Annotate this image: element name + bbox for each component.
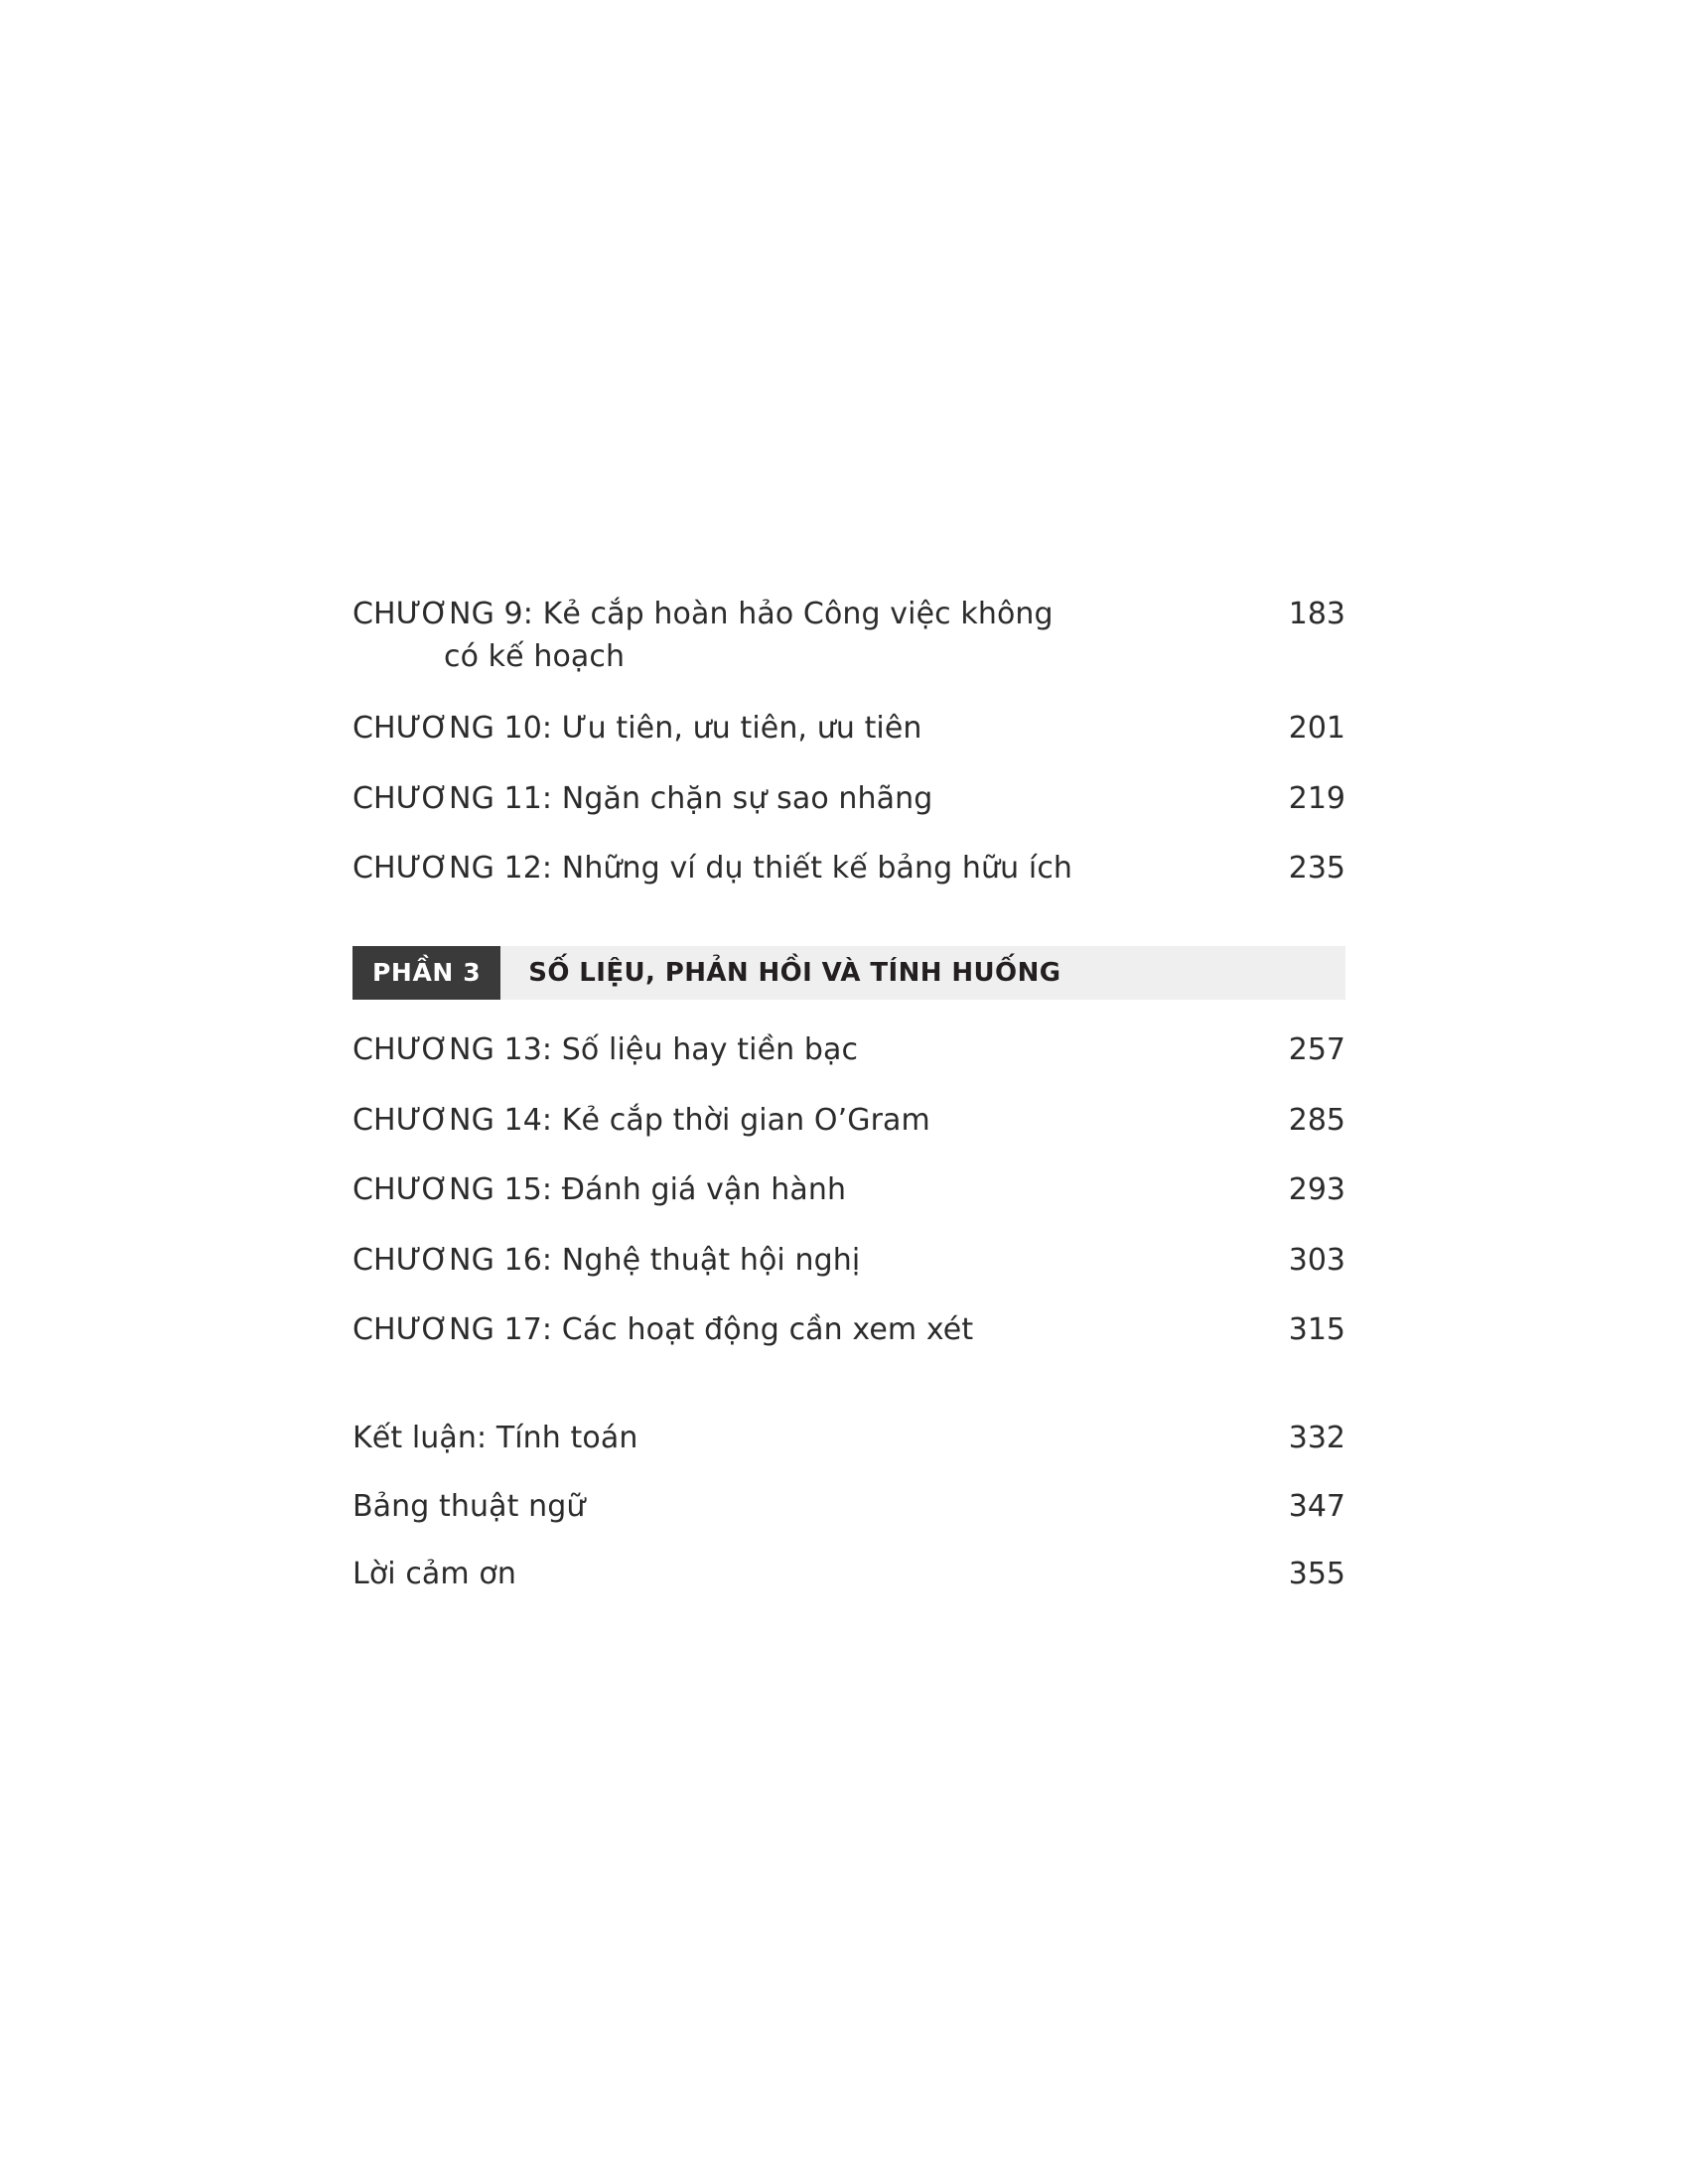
toc-entry-page: 347 bbox=[1288, 1488, 1345, 1524]
toc-entry[interactable] bbox=[352, 1100, 1345, 1143]
toc-group-back-matter bbox=[352, 1418, 1345, 1596]
toc-entry[interactable] bbox=[352, 1169, 1345, 1212]
toc-entry[interactable] bbox=[352, 594, 1345, 678]
toc-group-chapters-13-17 bbox=[352, 1029, 1345, 1352]
toc-entry[interactable] bbox=[352, 1554, 1345, 1596]
toc-entry-label: CHƯƠNG 15: Đánh giá vận hành bbox=[352, 1172, 847, 1208]
toc-entry-label bbox=[352, 594, 1054, 678]
toc-entry[interactable] bbox=[352, 708, 1345, 751]
toc-entry-page: 332 bbox=[1288, 1420, 1345, 1455]
toc-entry[interactable] bbox=[352, 1418, 1345, 1460]
part-number-tag: PHẦN 3 bbox=[352, 946, 500, 1000]
toc-entry-page: 219 bbox=[1288, 780, 1345, 816]
part-header-band bbox=[352, 946, 1345, 1000]
table-of-contents bbox=[352, 594, 1345, 1622]
toc-entry-label: CHƯƠNG 17: Các hoạt động cần xem xét bbox=[352, 1312, 974, 1348]
toc-entry[interactable] bbox=[352, 848, 1345, 890]
part-title: SỐ LIỆU, PHẢN HỒI VÀ TÍNH HUỐNG bbox=[528, 957, 1061, 988]
toc-entry-label-text: CHƯƠNG 9: Kẻ cắp hoàn hảo Công việc không bbox=[352, 597, 1054, 631]
toc-entry[interactable] bbox=[352, 1240, 1345, 1283]
toc-entry-label: CHƯƠNG 14: Kẻ cắp thời gian O’Gram bbox=[352, 1102, 930, 1138]
toc-entry[interactable] bbox=[352, 1029, 1345, 1072]
toc-entry-label: CHƯƠNG 16: Nghệ thuật hội nghị bbox=[352, 1242, 861, 1278]
toc-entry-page: 303 bbox=[1288, 1242, 1345, 1278]
toc-entry-label: CHƯƠNG 11: Ngăn chặn sự sao nhãng bbox=[352, 780, 933, 816]
toc-entry-page: 293 bbox=[1288, 1172, 1345, 1208]
toc-entry[interactable] bbox=[352, 1486, 1345, 1529]
toc-entry-page: 235 bbox=[1288, 851, 1345, 887]
toc-entry-page: 285 bbox=[1288, 1102, 1345, 1138]
toc-entry-label: CHƯƠNG 10: Ưu tiên, ưu tiên, ưu tiên bbox=[352, 711, 922, 747]
toc-entry-page: 201 bbox=[1288, 711, 1345, 747]
toc-entry-page: 183 bbox=[1288, 597, 1345, 631]
toc-group-chapters-9-12 bbox=[352, 594, 1345, 890]
toc-entry-label: Lời cảm ơn bbox=[352, 1557, 516, 1592]
toc-entry-page: 315 bbox=[1288, 1312, 1345, 1348]
toc-entry-label: Kết luận: Tính toán bbox=[352, 1420, 638, 1455]
toc-entry[interactable] bbox=[352, 1309, 1345, 1352]
toc-entry-label: Bảng thuật ngữ bbox=[352, 1488, 586, 1524]
toc-entry-page: 257 bbox=[1288, 1031, 1345, 1067]
toc-entry[interactable] bbox=[352, 778, 1345, 821]
toc-entry-page: 355 bbox=[1288, 1557, 1345, 1592]
toc-entry-label-continuation: có kế hoạch bbox=[444, 638, 626, 674]
toc-entry-label: CHƯƠNG 13: Số liệu hay tiền bạc bbox=[352, 1031, 859, 1067]
toc-entry-label: CHƯƠNG 12: Những ví dụ thiết kế bảng hữu ích bbox=[352, 851, 1073, 887]
